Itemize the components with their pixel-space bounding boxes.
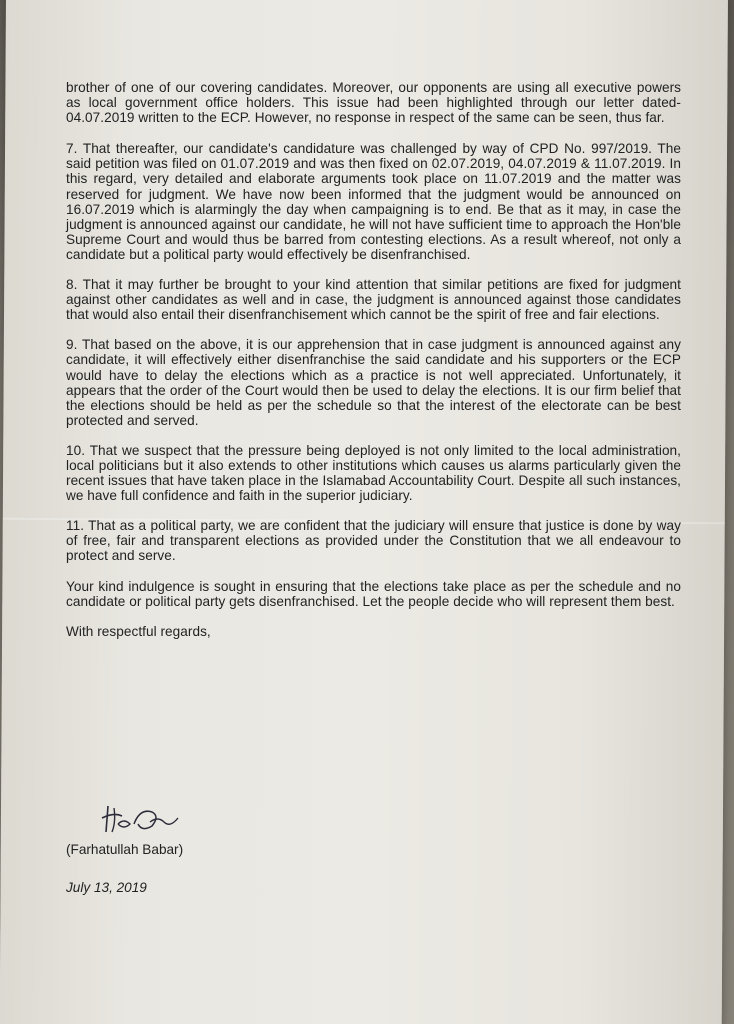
closing-line: With respectful regards, xyxy=(66,623,211,639)
handwritten-signature xyxy=(94,798,184,838)
paragraph-request: Your kind indulgence is sought in ensuring that the elections take place as per the schedule and no candidate or political party gets disenfranchised. Let the people decide who will represent them best. xyxy=(66,578,681,609)
paragraph-8: 8. That it may further be brought to your kind attention that similar petitions are fixed for judgment against other candidates as well and in case, the judgment is announced against those candidates that would also entail their disenfranchisement which cannot be the spirit of free and fair elections. xyxy=(66,277,681,323)
paragraph-7: 7. That thereafter, our candidate's candidature was challenged by way of CPD No. 997/2019. The said petition was filed on 01.07.2019 and was then fixed on 02.07.2019, 04.07.2019 & 11.07.2019. In this regard, very detailed and elaborate arguments took place on 11.07.2019 and the matter was reserved for judgment. We have now been informed that the judgment would be announced on 16.07.2019 which is alarmingly the day when campaigning is to end. Be that as it may, in case the judgment is announced against our candidate, he will not have sufficient time to approach the Hon'ble Supreme Court and would thus be barred from contesting elections. As a result whereof, not only a candidate but a political party would effectively be disenfranchised. xyxy=(66,141,681,262)
letter-date: July 13, 2019 xyxy=(66,880,147,895)
paragraph-continuation: brother of one of our covering candidates. Moreover, our opponents are using all executive powers as local government office holders. This issue had been highlighted through our letter dated-04.07.2019 written to the ECP. However, no response in respect of the same can be seen, thus far. xyxy=(66,80,681,126)
letter-body xyxy=(66,80,681,639)
signatory-name: (Farhatullah Babar) xyxy=(66,842,184,857)
paragraph-10: 10. That we suspect that the pressure being deployed is not only limited to the local administration, local politicians but it also extends to other institutions which causes us alarms particularly given the recent issues that have taken place in the Islamabad Accountability Court. Despite all such instances, we have full confidence and faith in the superior judiciary. xyxy=(66,442,681,504)
paragraph-9: 9. That based on the above, it is our apprehension that in case judgment is announced against any candidate, it will effectively either disenfranchise the said candidate and his supporters or the ECP would have to delay the elections which as a practice is not well appreciated. Unfortunately, it appears that the order of the Court would then be used to delay the elections. It is our firm belief that the elections should be held as per the schedule so that the interest of the electorate can be best protected and served. xyxy=(66,337,681,428)
paragraph-11: 11. That as a political party, we are confident that the judiciary will ensure that justice is done by way of free, fair and transparent elections as provided under the Constitution that we all endeavour to protect and serve. xyxy=(66,518,681,564)
